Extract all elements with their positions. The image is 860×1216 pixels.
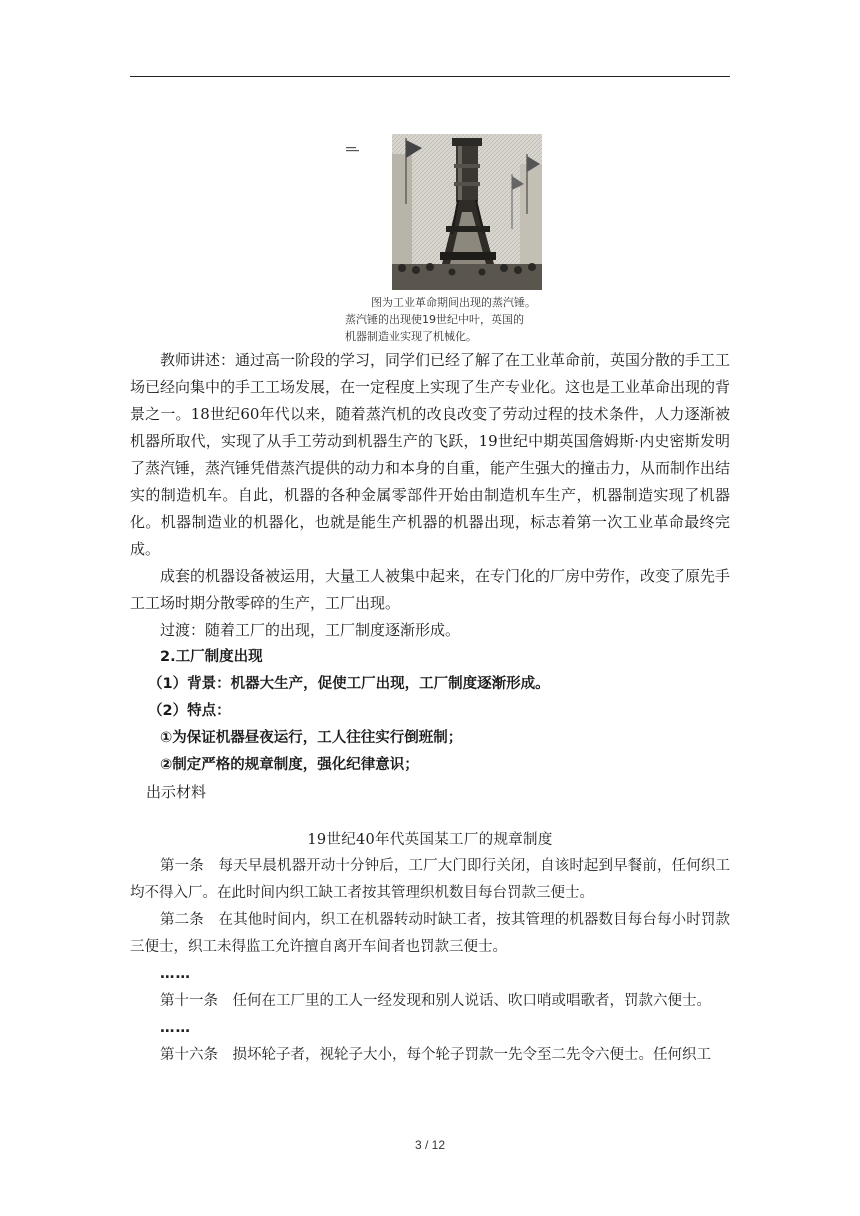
caption-line: 蒸汽锤的出现使19世纪中叶，英国的 <box>345 313 524 326</box>
rule-item: 第十一条 任何在工厂里的工人一经发现和别人说话、吹口哨或唱歌者，罚款六便士。 <box>160 993 711 1009</box>
paragraph-transition: 过渡：随着工厂的出现，工厂制度逐渐形成。 <box>160 621 461 639</box>
background-point: （1）背景：机器大生产，促使工厂出现，工厂制度逐渐形成。 <box>148 676 550 692</box>
caption-line: 图为工业革命期间出现的蒸汽锤。 <box>371 296 536 309</box>
page-number: 3 / 12 <box>414 1138 446 1152</box>
factory-rules <box>130 853 730 1069</box>
steam-hammer-image-icon <box>392 134 542 290</box>
caption-line: 机器制造业实现了机械化。 <box>345 330 477 343</box>
rule-item: 第十六条 损坏轮子者，视轮子大小，每个轮子罚款一先令至二先令六便士。任何织工 <box>160 1047 711 1063</box>
rule-item: 第一条 每天早晨机器开动十分钟后，工厂大门即行关闭，自该时起到早餐前，任何织工均不得入厂。在此时间内织工缺工者按其管理织机数目每台罚款三便士。 <box>130 858 730 901</box>
material-title: 19世纪40年代英国某工厂的规章制度 <box>307 832 553 848</box>
figure-caption <box>345 294 545 345</box>
show-material-label: 出示材料 <box>146 783 207 801</box>
figure-mark-icon <box>345 144 361 154</box>
rule-item: 第二条 在其他时间内，织工在机器转动时缺工者，按其管理的机器数目每台每小时罚款三便士，织工未得监工允许擅自离开车间者也罚款三便士。 <box>130 912 730 955</box>
feature-item: ②制定严格的规章制度，强化纪律意识； <box>160 757 419 773</box>
ellipsis: …… <box>160 966 191 982</box>
body-text <box>130 347 730 806</box>
paragraph-teacher-lecture: 教师讲述：通过高一阶段的学习，同学们已经了解了在工业革命前，英国分散的手工工场已经向集中的手工工场发展，在一定程度上实现了生产专业化。这也是工业革命出现的背景之一。18世纪60年代以来，随着蒸汽机的改良改变了劳动过程的技术条件，人力逐渐被机器所取代，实现了从手工劳动到机器生产的飞跃，19世纪中期英国詹姆斯·内史密斯发明了蒸汽锤，蒸汽锤凭借蒸汽提供的动力和本身的自重，能产生强大的撞击力，从而制作出结实的制造机车。自此，机器的各种金属零部件开始由制造机车生产，机器制造实现了机器化。机器制造业的机器化，也就是能生产机器的机器出现，标志着第一次工业革命最终完成。 <box>130 351 731 558</box>
section-heading: 2.工厂制度出现 <box>160 649 263 665</box>
steam-hammer-figure <box>345 134 545 348</box>
features-label: （2）特点： <box>148 703 231 719</box>
feature-item: ①为保证机器昼夜运行，工人往往实行倒班制； <box>160 730 463 746</box>
header-rule <box>130 76 730 77</box>
ellipsis: …… <box>160 1020 191 1036</box>
paragraph-factory-emergence: 成套的机器设备被运用，大量工人被集中起来，在专门化的厂房中劳作，改变了原先手工工场时期分散零碎的生产，工厂出现。 <box>130 567 731 612</box>
